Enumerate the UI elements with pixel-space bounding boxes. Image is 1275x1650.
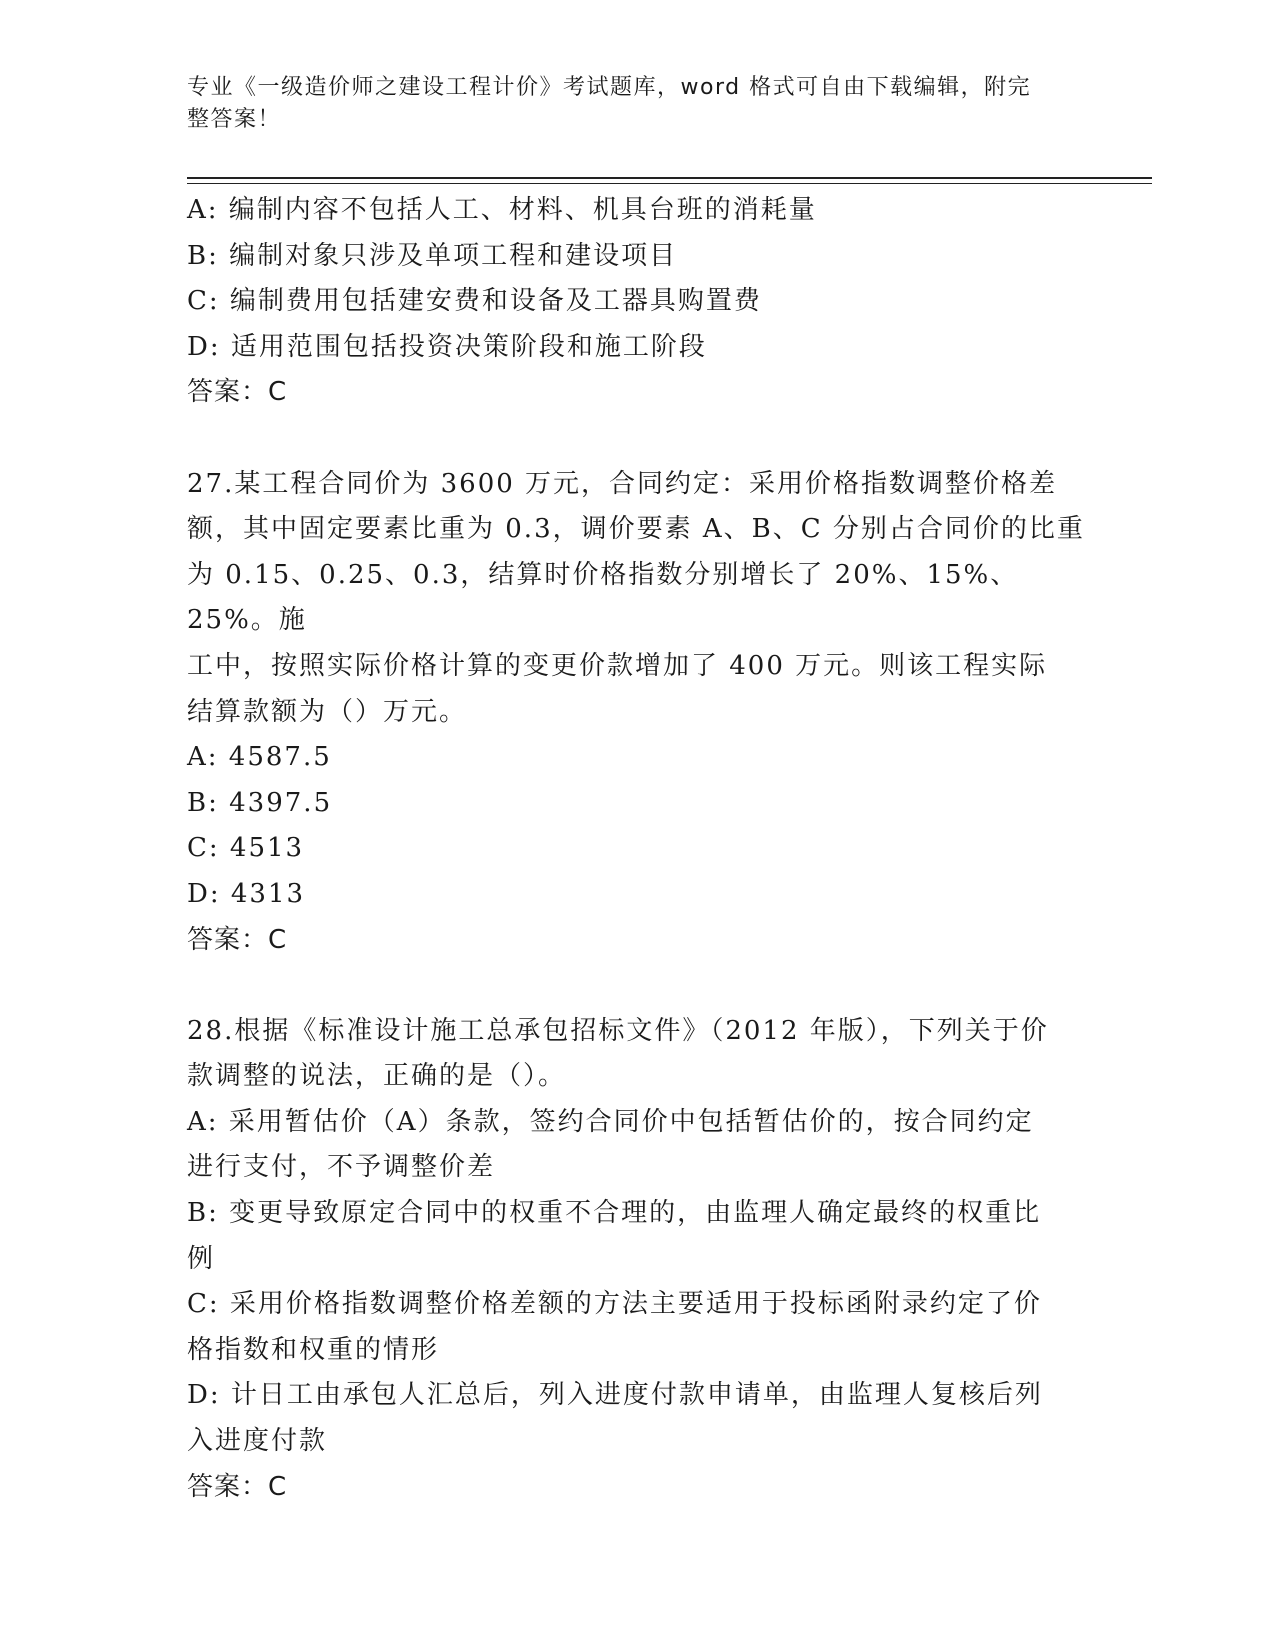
q28-stem-line-1: 28.根据《标准设计施工总承包招标文件》（2012 年版），下列关于价 bbox=[187, 1015, 1049, 1046]
question-28 bbox=[187, 1009, 1087, 1511]
q28-option-d-line-2: 入进度付款 bbox=[187, 1426, 328, 1457]
spacer bbox=[187, 963, 1087, 1009]
q27-stem-line-4: 工中，按照实际价格计算的变更价款增加了 400 万元。则该工程实际 bbox=[187, 650, 1048, 681]
q26-option-a: A: 编制内容不包括人工、材料、机具台班的消耗量 bbox=[187, 195, 817, 225]
q27-answer: 答案：C bbox=[187, 924, 288, 955]
q27-option-c: C: 4513 bbox=[187, 833, 305, 864]
spacer bbox=[187, 416, 1087, 462]
q28-option-b-line-2: 例 bbox=[187, 1243, 216, 1274]
q27-stem-line-3: 为 0.15、0.25、0.3，结算时价格指数分别增长了 20%、15%、25%。施 bbox=[187, 559, 1019, 636]
q26-option-c: C: 编制费用包括建安费和设备及工器具购置费 bbox=[187, 286, 762, 317]
q28-option-c-line-1: C: 采用价格指数调整价格差额的方法主要适用于投标函附录约定了价 bbox=[187, 1289, 1042, 1320]
q28-option-a-line-2: 进行支付，不予调整价差 bbox=[187, 1152, 496, 1183]
q26-option-d: D: 适用范围包括投资决策阶段和施工阶段 bbox=[187, 331, 707, 362]
q28-option-a-line-1: A: 采用暂估价（A）条款，签约合同价中包括暂估价的，按合同约定 bbox=[187, 1106, 1034, 1137]
document-header bbox=[187, 72, 1067, 136]
q27-option-b: B: 4397.5 bbox=[187, 787, 333, 818]
q27-stem-line-5: 结算款额为（）万元。 bbox=[187, 696, 468, 727]
q27-stem-line-1: 27.某工程合同价为 3600 万元，合同约定：采用价格指数调整价格差 bbox=[187, 468, 1058, 499]
q27-stem-line-2: 额，其中固定要素比重为 0.3，调价要素 A、B、C 分别占合同价的比重 bbox=[187, 514, 1085, 545]
question-26 bbox=[187, 188, 1087, 416]
q26-answer: 答案：C bbox=[187, 377, 288, 408]
q28-option-d-line-1: D: 计日工由承包人汇总后，列入进度付款申请单，由监理人复核后列 bbox=[187, 1380, 1043, 1411]
header-divider-thick bbox=[187, 177, 1152, 179]
document-body bbox=[187, 188, 1087, 1510]
q28-option-c-line-2: 格指数和权重的情形 bbox=[187, 1334, 440, 1365]
question-27 bbox=[187, 462, 1087, 964]
header-divider-thin bbox=[187, 183, 1152, 184]
q27-option-d: D: 4313 bbox=[187, 878, 306, 909]
q27-option-a: A: 4587.5 bbox=[187, 742, 332, 773]
q26-option-b: B: 编制对象只涉及单项工程和建设项目 bbox=[187, 240, 678, 271]
q28-option-b-line-1: B: 变更导致原定合同中的权重不合理的，由监理人确定最终的权重比 bbox=[187, 1198, 1042, 1229]
header-intro-line-2: 整答案！ bbox=[187, 107, 282, 132]
q28-stem-line-2: 款调整的说法，正确的是（）。 bbox=[187, 1061, 567, 1092]
q28-answer: 答案：C bbox=[187, 1471, 288, 1502]
header-intro-line-1: 专业《一级造价师之建设工程计价》考试题库，word 格式可自由下载编辑，附完 bbox=[187, 75, 1032, 100]
